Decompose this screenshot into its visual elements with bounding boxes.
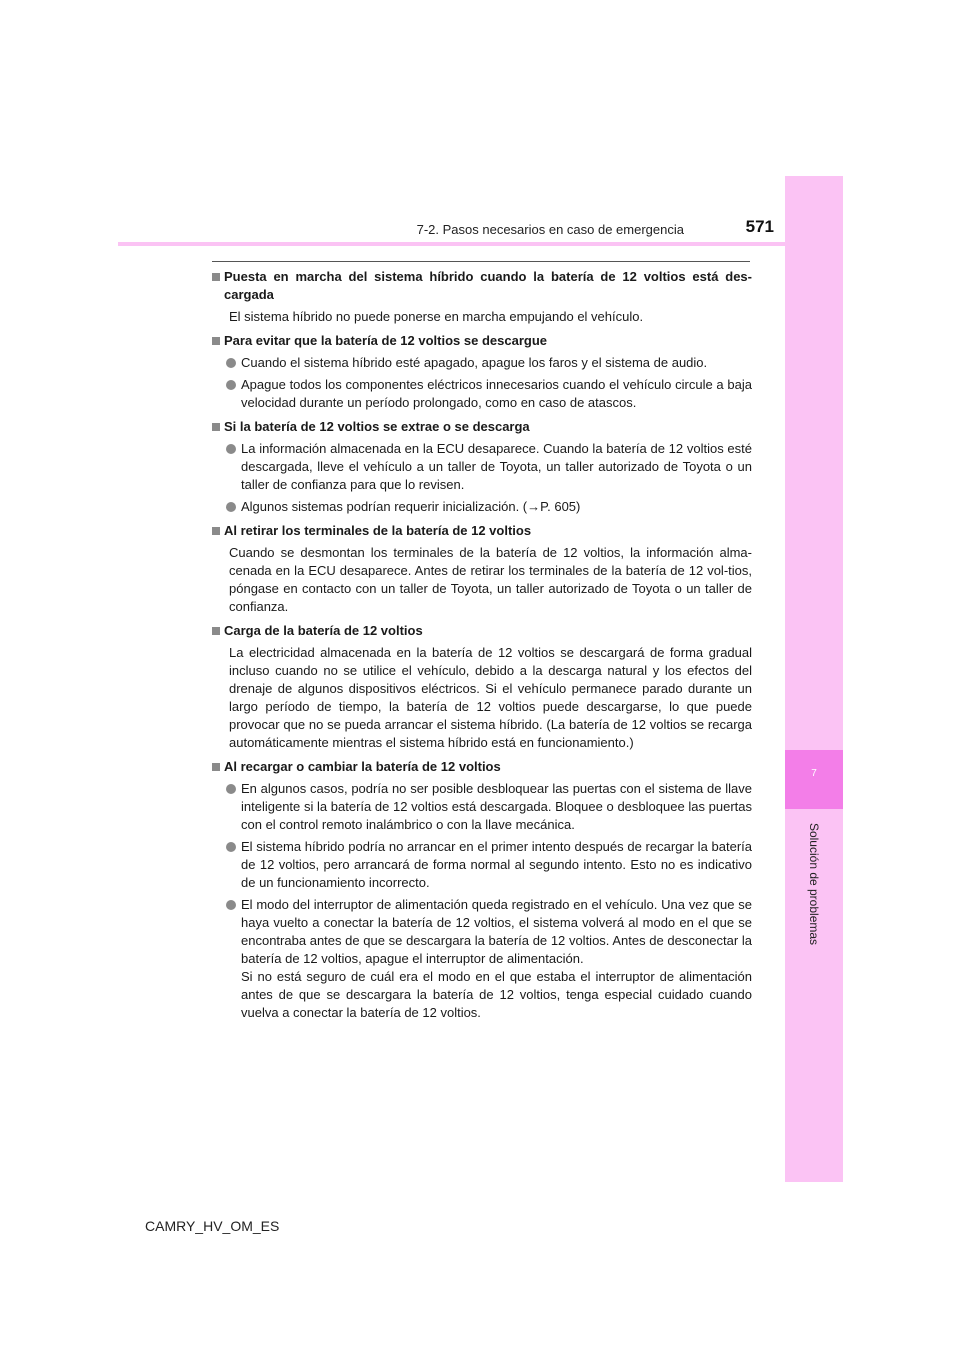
square-bullet-icon xyxy=(212,763,220,771)
chapter-number: 7 xyxy=(811,768,817,779)
list-item-note: Si no está seguro de cuál era el modo en el que estaba el interruptor de alimentación antes de que se descargara la batería de 12 voltios, tenga especial cuidado cuando vuelva a conectar la batería de 12 voltios. xyxy=(241,969,752,1020)
section-paragraph: La electricidad almacenada en la batería de 12 voltios se descargará de forma gradual incluso cuando no se utilice el vehículo, debido a la descarga natural y los efectos del drenaje de algunos dispositivos eléctricos. Si el vehículo permanece parado durante un largo período de tiempo, la batería de 12 voltios puede descargarse, lo que puede provocar que no se pueda arrancar el sistema híbrido. (La batería de 12 voltios se recarga automáticamente mientras el sistema híbrido está en funcionamiento.) xyxy=(229,645,752,750)
chapter-tab xyxy=(785,750,843,809)
circle-bullet-icon xyxy=(226,784,236,794)
list-item: El sistema híbrido podría no arrancar en el primer intento después de recargar la batería de 12 voltios, pero arrancará de forma normal al segundo intento. Esto no es indicativo de un funcionamiento incorrecto. xyxy=(212,838,752,892)
header-rule xyxy=(118,242,843,246)
square-bullet-icon xyxy=(212,527,220,535)
circle-bullet-icon xyxy=(226,380,236,390)
circle-bullet-icon xyxy=(226,900,236,910)
section-heading: Carga de la batería de 12 voltios xyxy=(212,622,752,640)
circle-bullet-icon xyxy=(226,502,236,512)
list-item: El modo del interruptor de alimentación queda registrado en el vehículo. Una vez que se haya vuelto a conectar la batería de 12 voltios, el sistema volverá al modo en el que se encontraba antes de que se descargara la batería de 12 voltios. Antes de desconectar la batería de 12 voltios, apague el interruptor de alimentación. Si no está seguro de cuál era el modo en el que estaba el interruptor de alimentación antes de que se descargara la batería de 12 voltios, tenga especial cuidado cuando vuelva a conectar la batería de 12 voltios. xyxy=(212,896,752,1022)
section-block xyxy=(212,332,752,412)
circle-bullet-icon xyxy=(226,444,236,454)
section-heading: Si la batería de 12 voltios se extrae o se descarga xyxy=(212,418,752,436)
section-block xyxy=(212,622,752,752)
square-bullet-icon xyxy=(212,337,220,345)
circle-bullet-icon xyxy=(226,842,236,852)
circle-bullet-icon xyxy=(226,358,236,368)
square-bullet-icon xyxy=(212,423,220,431)
list-item: Algunos sistemas podrían requerir inicialización. (→P. 605) xyxy=(212,498,752,516)
section-paragraph: El sistema híbrido no puede ponerse en marcha empujando el vehículo. xyxy=(229,309,644,324)
square-bullet-icon xyxy=(212,273,220,281)
chapter-title: Solución de problemas xyxy=(807,822,821,946)
section-heading: Al retirar los terminales de la batería de 12 voltios xyxy=(212,522,752,540)
section-block xyxy=(212,522,752,616)
content-body xyxy=(212,268,752,1028)
section-heading: Al recargar o cambiar la batería de 12 voltios xyxy=(212,758,752,776)
list-item: La información almacenada en la ECU desaparece. Cuando la batería de 12 voltios esté descargada, lleve el vehículo a un taller de Toyota, un taller autorizado de Toyota o un taller de confianza para que lo revisen. xyxy=(212,440,752,494)
section-block xyxy=(212,268,752,326)
section-paragraph: Cuando se desmontan los terminales de la batería de 12 voltios, la información alma-cenada en la ECU desaparece. Antes de retirar los terminales de la batería de 12 vol-tios, póngase en contacto con un taller de Toyota, un taller autorizado de Toyota o un taller de confianza. xyxy=(229,545,752,614)
square-bullet-icon xyxy=(212,627,220,635)
section-heading: Puesta en marcha del sistema híbrido cuando la batería de 12 voltios está des-cargada xyxy=(212,268,752,304)
list-item: Cuando el sistema híbrido esté apagado, apague los faros y el sistema de audio. xyxy=(212,354,752,372)
list-item: Apague todos los componentes eléctricos innecesarios cuando el vehículo circule a baja velocidad durante un período prolongado, como en caso de atascos. xyxy=(212,376,752,412)
list-item: En algunos casos, podría no ser posible desbloquear las puertas con el sistema de llave inteligente si la batería de 12 voltios está descargada. Bloquee o desbloquee las puertas con el control remoto inalámbrico o con la llave mecánica. xyxy=(212,780,752,834)
content-divider xyxy=(212,261,750,262)
section-block xyxy=(212,758,752,1022)
side-strip xyxy=(785,176,843,1182)
page-number: 571 xyxy=(745,217,774,236)
section-heading: Para evitar que la batería de 12 voltios se descargue xyxy=(212,332,752,350)
section-block xyxy=(212,418,752,516)
section-title: 7-2. Pasos necesarios en caso de emergencia xyxy=(416,222,684,237)
footer-doc-code: CAMRY_HV_OM_ES xyxy=(145,1218,280,1234)
